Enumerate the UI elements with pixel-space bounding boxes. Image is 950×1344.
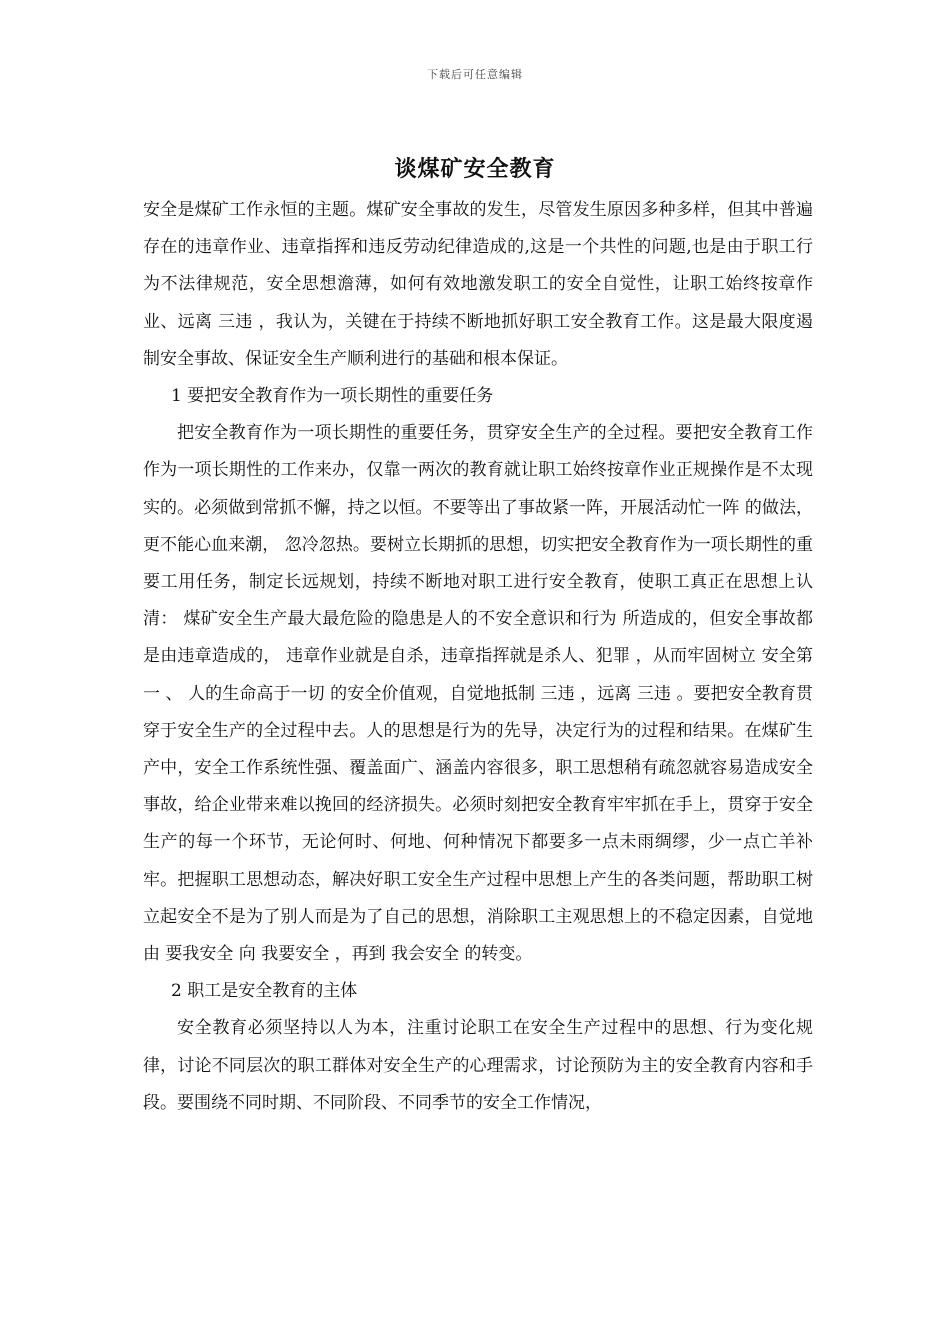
paragraph-section-1: 把安全教育作为一项长期性的重要任务，贯穿安全生产的全过程。要把安全教育工作作为一项长期性的工作来办，仅靠一两次的教育就让职工始终按章作业正规操作是不太现实的。必须做到常抓不懈，持之以恒。不要等出了事故紧一阵，开展活动忙一阵 的做法，更不能心血来潮， 忽冷忽热。要树立长期抓的思想，切实把安全教育作为一项长期性的重要工用任务，制定长远规划，持续不断地对职工进行安全教育，使职工真正在思想上认清： 煤矿安全生产最大最危险的隐患是人的不安全意识和行为 所造成的，但安全事故都是由违章造成的， 违章作业就是自杀，违章指挥就是杀人、犯罪 ，从而牢固树立 安全第一 、 人的生命高于一切 的安全价值观，自觉地抵制 三违 ，远离 三违 。要把安全教育贯穿于安全生产的全过程中去。人的思想是行为的先导，决定行为的过程和结果。在煤矿生产中，安全工作系统性强、覆盖面广、涵盖内容很多，职工思想稍有疏忽就容易造成安全事故，给企业带来难以挽回的经济损失。必须时刻把安全教育牢牢抓在手上，贯穿于安全生产的每一个环节，无论何时、何地、何种情况下都要多一点未雨绸缪，少一点亡羊补牢。把握职工思想动态，解决好职工安全生产过程中思想上产生的各类问题，帮助职工树立起安全不是为了别人而是为了自己的思想，消除职工主观思想上的不稳定因素，自觉地由 要我安全 向 我要安全 ，再到 我会安全 的转变。 — [143, 423, 813, 965]
paragraph-section-2: 安全教育必须坚持以人为本，注重讨论职工在安全生产过程中的思想、行为变化规律，讨论不同层次的职工群体对安全生产的心理需求，讨论预防为主的安全教育内容和手段。要围绕不同时期、不同阶段、不同季节的安全工作情况， — [143, 1018, 813, 1113]
section-heading-2: 2 职工是安全教育的主体 — [171, 981, 358, 1002]
document-title: 谈煤矿安全教育 — [394, 156, 556, 182]
paragraph-intro: 安全是煤矿工作永恒的主题。煤矿安全事故的发生，尽管发生原因多种多样，但其中普遍存在的违章作业、违章指挥和违反劳动纪律造成的,这是一个共性的问题,也是由于职工行为不法律规范，安全思想澹薄，如何有效地激发职工的安全自觉性，让职工始终按章作业、远离 三违 ，我认为，关键在于持续不断地抓好职工安全教育工作。这是最大限度遏制安全事故、保证安全生产顺利进行的基础和根本保证。 — [143, 200, 813, 369]
document-body — [143, 192, 813, 1122]
page-header-note: 下载后可任意编辑 — [427, 68, 523, 81]
section-heading-1: 1 要把安全教育作为一项长期性的重要任务 — [171, 386, 494, 407]
